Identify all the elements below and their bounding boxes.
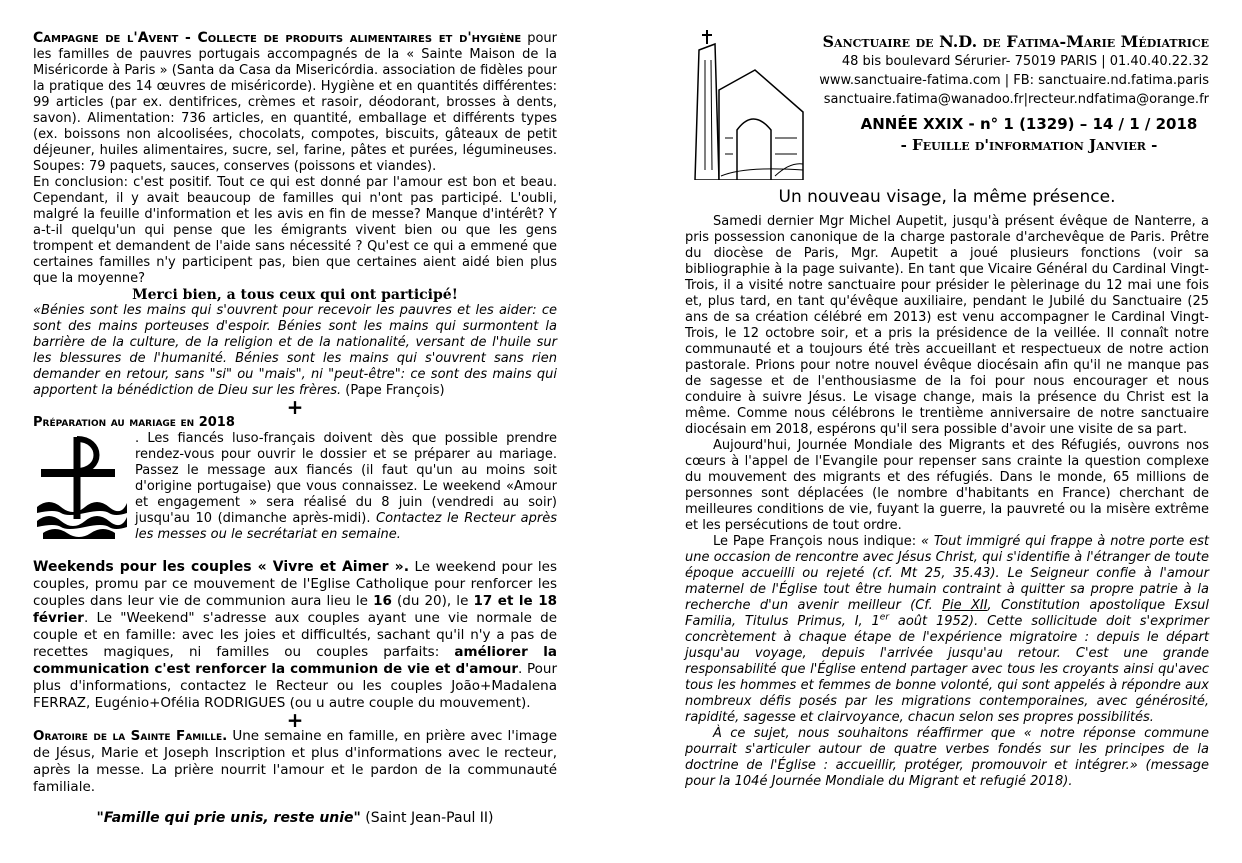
motto-text: "Famille qui prie unis, reste unie" (96, 810, 361, 826)
pie-xii-link[interactable]: Pie XII (942, 598, 988, 613)
p3-intro: Le Pape François nous indique: (713, 534, 921, 549)
oratoire-title: Oratoire de la Sainte Famille. (33, 728, 228, 744)
mariage-body-text: . Les fiancés luso-français doivent dès que possible prendre rendez-vous pour ouvrir le dossier et se préparer au mariage. Passez le message aux fiancés (il faut qu'un au moins soit d'origine portugaise) que vous connaissez. Le weekend «Amour et engagement » sera réalisé du 8 juin (vendredi au soir) jusqu'au 10 (dimanche après-midi). (135, 431, 557, 526)
cross-divider: + (286, 395, 304, 419)
p3-quote-2: , Constitution apostolique Exsul Familia, Titulus Primus, I, 1 (685, 598, 1209, 629)
weekends-section (33, 559, 557, 712)
sanctuary-name: Sanctuaire de N.D. de Fatima-Marie Médiatrice (822, 32, 1209, 51)
weekends-body-3: . Le "Weekend" s'adresse aux couples ayant une vie normale de couple et en famille: avec les joies et difficultés, sachant qu'il n'y a pas de recettes magiques, ni familles ou couples parfaits: (33, 610, 557, 660)
avent-section (33, 30, 557, 175)
merci-heading: Merci bien, a tous ceux qui ont participé! (132, 287, 458, 303)
chi-rho-icon (33, 433, 129, 539)
left-column (33, 30, 557, 826)
article-title: Un nouveau visage, la même présence. (778, 187, 1116, 207)
p3-superscript: er (879, 612, 890, 623)
weekends-date-2: 17 et le 18 février (33, 593, 557, 626)
p3-quote-1: « Tout immigré qui frappe à notre porte est une occasion de rencontre avec Jésus Christ, qui s'identifie à l'étranger de toute époque accueilli ou rejeté (cf. Mt 25, 35.43). Le Seigneur confie à l'amour maternel de l'Église tout être humain contraint à quitter sa propre patrie à la recherche d'un avenir meilleur (Cf. (685, 534, 1209, 613)
masthead-text (799, 32, 1209, 155)
website-line[interactable]: www.sanctuaire-fatima.com | FB: sanctuaire.nd.fatima.paris (819, 73, 1209, 88)
weekends-title: Weekends pour les couples « Vivre et Aimer ». (33, 559, 410, 575)
email-line[interactable]: sanctuaire.fatima@wanadoo.fr|recteur.ndfatima@orange.fr (823, 92, 1209, 107)
pope-quote-author: (Pape François) (341, 383, 445, 398)
motto-line (33, 810, 557, 826)
article-paragraph-3 (685, 534, 1209, 726)
masthead (685, 30, 1209, 182)
issue-number: ANNÉE XXIX - n° 1 (1329) – 14 / 1 / 2018 (860, 115, 1198, 133)
weekends-emphasis: améliorer la communication c'est renforcer la communion de vie et d'amour (33, 644, 557, 677)
pope-quote (33, 303, 557, 399)
weekends-body-4: . Pour plus d'informations, contactez le Recteur ou les couples João+Madalena FERRAZ, Eugénio+Ofélia RODRIGUES (ou u autre couple du mouvement). (33, 661, 557, 711)
weekends-body-1: Le weekend pour les couples, promu par ce mouvement de l'Eglise Catholique pour renforcer les couples dans leur vie de communion aura lieu le (33, 559, 558, 609)
right-column (685, 30, 1209, 790)
address: 48 bis boulevard Sérurier- 75019 PARIS | 01.40.40.22.32 (841, 54, 1209, 69)
avent-conclusion: En conclusion: c'est positif. Tout ce qui est donné par l'amour est bon et beau. Cependant, il y avait beaucoup de familles qui n'ont pas participé. L'oubli, malgré la feuille d'information et les avis en fin de messe? Manque d'intérêt? Y a-t-il quelqu'un qui pense que les émigrants vivent bien ou que les gens trompent et demandent de l'aide sans nécessité ? Qu'est ce qui a emmené que certaines familles n'y participent pas, bien que certaines aient aidé bien plus que la moyenne? (33, 175, 557, 286)
oratoire-section (33, 728, 557, 796)
article-paragraph-2: Aujourd'hui, Journée Mondiale des Migrants et des Réfugiés, ouvrons nos cœurs à l'appel de l'Evangile pour repenser sans crainte la question complexe du mouvement des migrants et des réfugiés. Dans le monde, 65 millions de personnes sont déplacées (le nombre d'habitants en France) cherchant de meilleures conditions de vie, fuyant la guerre, la pauvreté ou la misère extrême et les persécutions de tout ordre. (685, 438, 1209, 533)
avent-title: Campagne de l'Avent - Collecte de produits alimentaires et d'hygiène (33, 30, 522, 46)
mariage-contact: Contactez le Recteur après les messes ou le secrétariat en semaine. (135, 511, 557, 542)
weekends-date-1: 16 (373, 593, 392, 609)
church-icon (685, 30, 805, 180)
weekends-body-2: (du 20), le (391, 593, 474, 609)
motto-author: (Saint Jean-Paul II) (360, 810, 494, 826)
pope-quote-text: «Bénies sont les mains qui s'ouvrent pour recevoir les pauvres et les aider: ce sont des mains porteuses d'espoir. Bénies sont les mains qui surmontent la barrière de la culture, de la religion et de la nationalité, versant de l'huile sur les blessures de l'humanité. Bénies sont les mains qui s'ouvrent sans rien demander en retour, sans "si" ou "mais", ni "peut-être": ce sont des mains qui apportent la bénédiction de Dieu sur les frères. (33, 303, 557, 398)
article-paragraph-1: Samedi dernier Mgr Michel Aupetit, jusqu'à présent évêque de Nanterre, a pris possession canonique de la charge pastorale d'archevêque de Paris. Prêtre du diocèse de Paris, Mgr. Aupetit a joué plusieurs fonctions (voir sa bibliographie à la page suivante). En tant que Vicaire Général du Cardinal Vingt-Trois, il a visité notre sanctuaire pour présider le pèlerinage du 12 mai une fois et, plus tard, en tant qu'évêque auxiliaire, pendant le Jubilé du Sanctuaire (25 ans de sa création célébré em 2013) est venu accompagner le Cardinal Vingt-Trois, le 12 octobre soir, et a pris la présidence de la veillée. Il connaît notre communauté et a toujours été très accueillant et respectueux de notre action pastorale. Prions pour notre nouvel évêque diocésain afin qu'il ne manque pas de sagesse et de l'enthousiasme de la foi pour nous encourager et nous conduire à suivre Jésus. Le visage change, mais la présence du Christ est la même. Comme nous célébrons le trentième anniversaire de notre sanctuaire diocésain em 2018, espérons qu'il sera possible d'avoir une visite de sa part. (685, 214, 1209, 437)
article-paragraph-4: À ce sujet, nous souhaitons réaffirmer que « notre réponse commune pourrait s'articuler autour de quatre verbes fondés sur les principes de la doctrine de l'Église : accueillir, protéger, promouvoir et intégrer.» (message pour la 104é Journée Mondiale du Migrant et refugié 2018). (685, 726, 1209, 789)
p3-quote-3: août 1952). Cette sollicitude doit s'exprimer concrètement à chaque étape de l'expérience migratoire : depuis le départ jusqu'au voyage, depuis l'arrivée jusqu'au retour. C'est une grande responsabilité que l'Église entend partager avec tous les croyants ainsi qu'avec tous les hommes et femmes de bonne volonté, qui sont appelés à répondre aux nombreux défis posés par les migrations contemporaines, avec générosité, rapidité, sagesse et clairvoyance, chacun selon ses propres possibilités. (685, 614, 1209, 725)
mariage-section (33, 415, 557, 543)
oratoire-body: Une semaine en famille, en prière avec l'image de Jésus, Marie et Joseph Inscription et plus d'informations avec le recteur, après la messe. La prière nourrit l'amour et le pardon de la communauté familiale. (33, 728, 558, 795)
cross-divider-2: + (286, 708, 304, 732)
feuille-label: - Feuille d'information Janvier - (900, 136, 1158, 154)
avent-body: pour les familles de pauvres portugais accompagnés de la « Sainte Maison de la Miséricorde à Paris » (Santa da Casa da Misericórdia. association de fidèles pour la pratique des 14 œuvres de miséricorde). Hygiène et en quantités différentes: 99 articles (par ex. dentifrices, crèmes et rasoir, déodorant, brosses à dents, savon). Alimentation: 736 articles, en quantité, emballage et différents types (ex. boissons non alcoolisées, chocolats, compotes, biscuits, gâteaux de petit déjeuner, huiles alimentaires, sucre, sel, farine, pâtes et purées, légumineuses. Soupes: 79 paquets, sauces, conserves (poissons et viandes). (33, 31, 557, 174)
mariage-title: Préparation au mariage en 2018 (33, 415, 235, 430)
